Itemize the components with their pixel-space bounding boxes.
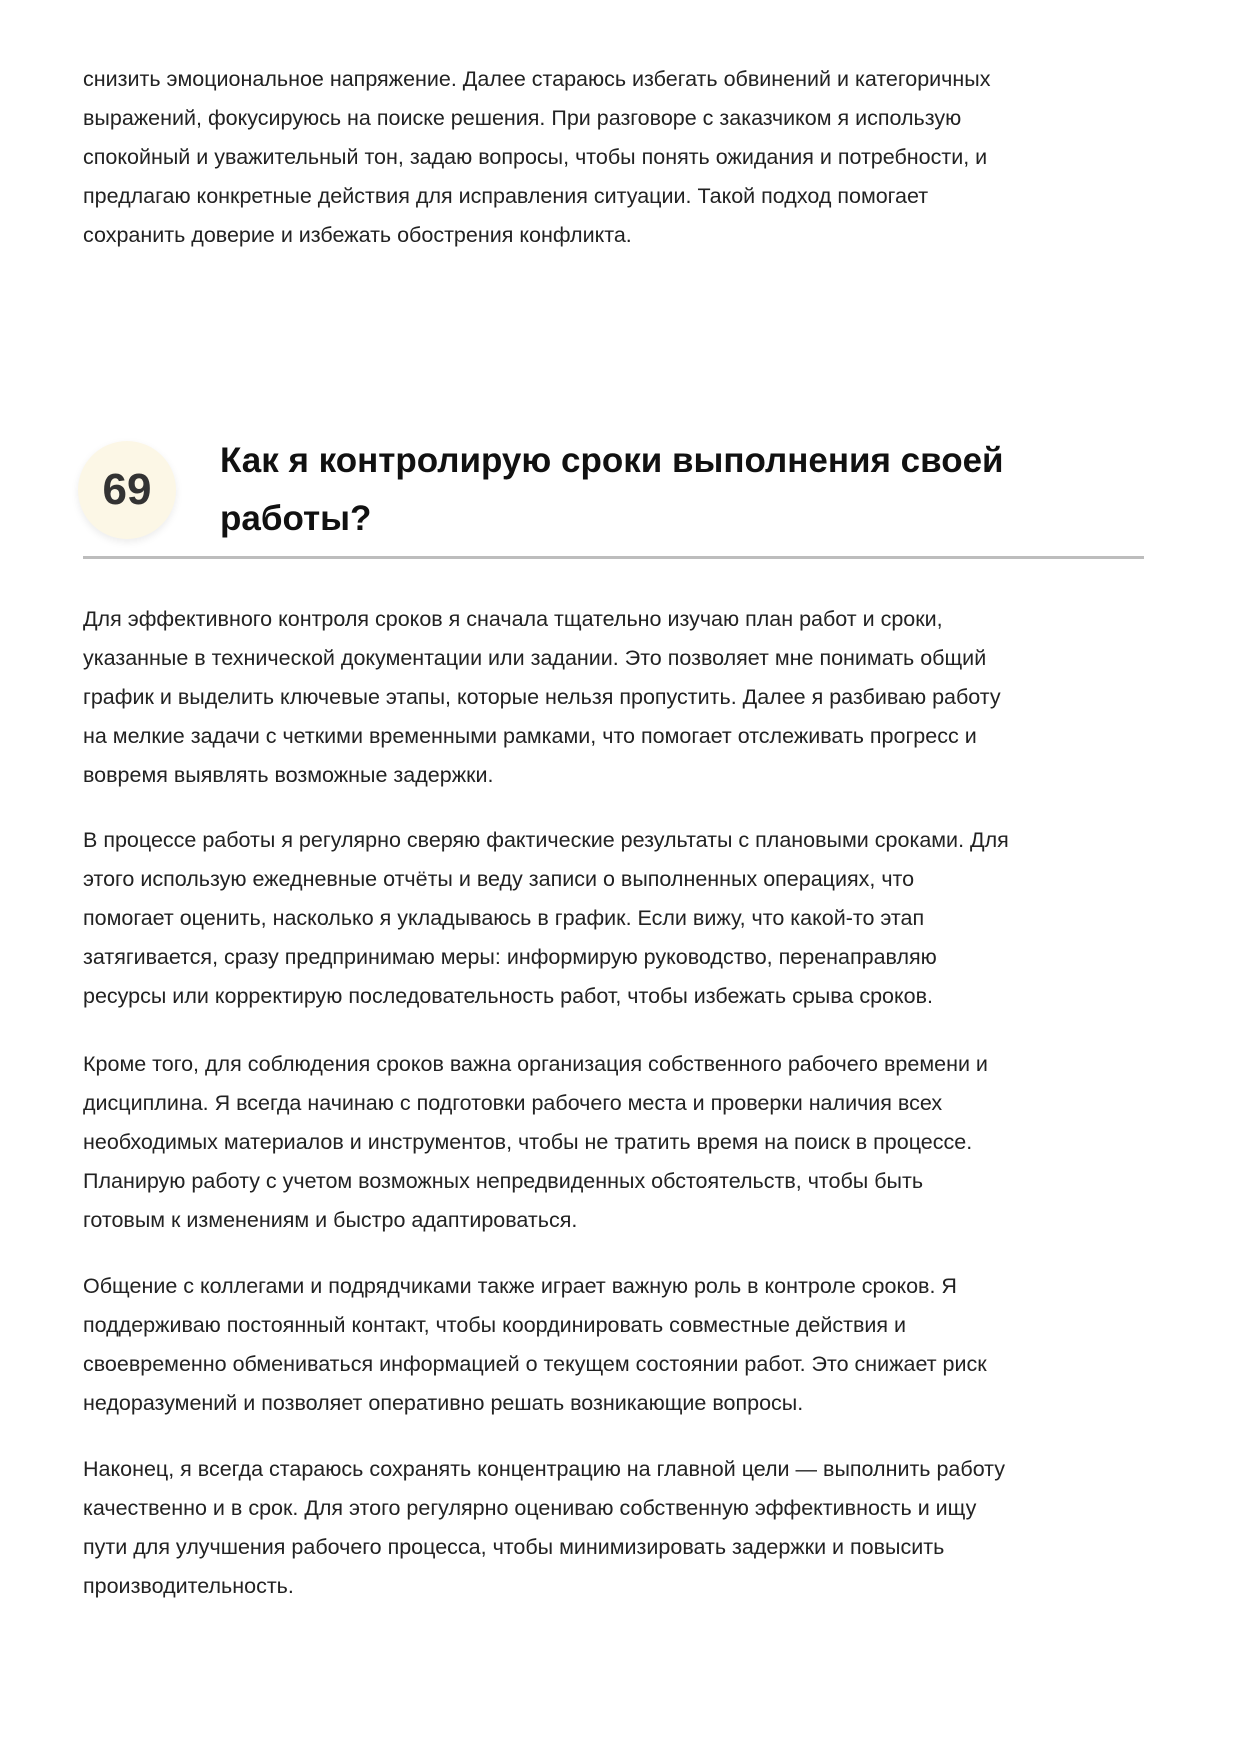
heading-line: работы? bbox=[220, 499, 372, 538]
text-line: поддерживаю постоянный контакт, чтобы координировать совместные действия и bbox=[83, 1313, 907, 1337]
text-line: помогает оценить, насколько я укладываюсь в график. Если вижу, что какой-то этап bbox=[83, 906, 925, 930]
text-line: недоразумений и позволяет оперативно решать возникающие вопросы. bbox=[83, 1391, 804, 1415]
text-line: пути для улучшения рабочего процесса, чтобы минимизировать задержки и повысить bbox=[83, 1535, 945, 1559]
text-line: Планирую работу с учетом возможных непредвиденных обстоятельств, чтобы быть bbox=[83, 1169, 924, 1193]
answer-paragraph bbox=[83, 821, 1163, 1016]
heading-line: Как я контролирую сроки выполнения своей bbox=[220, 441, 1004, 480]
text-line: выражений, фокусируюсь на поиске решения. При разговоре с заказчиком я использую bbox=[83, 106, 962, 130]
text-line: вовремя выявлять возможные задержки. bbox=[83, 763, 494, 787]
text-line: дисциплина. Я всегда начинаю с подготовки рабочего места и проверки наличия всех bbox=[83, 1091, 943, 1115]
intro-paragraph bbox=[83, 60, 1163, 255]
text-line: затягивается, сразу предпринимаю меры: информирую руководство, перенаправляю bbox=[83, 945, 937, 969]
text-line: Кроме того, для соблюдения сроков важна организация собственного рабочего времени и bbox=[83, 1052, 988, 1076]
text-line: снизить эмоциональное напряжение. Далее стараюсь избегать обвинений и категоричных bbox=[83, 67, 991, 91]
heading-divider bbox=[83, 556, 1144, 559]
text-line: ресурсы или корректирую последовательность работ, чтобы избежать срыва сроков. bbox=[83, 984, 934, 1008]
text-line: Наконец, я всегда стараюсь сохранять концентрацию на главной цели — выполнить работу bbox=[83, 1457, 1006, 1481]
section-heading bbox=[220, 432, 1140, 548]
answer-paragraph bbox=[83, 600, 1163, 795]
text-line: своевременно обмениваться информацией о текущем состоянии работ. Это снижает риск bbox=[83, 1352, 987, 1376]
question-number: 69 bbox=[102, 465, 152, 514]
text-line: сохранить доверие и избежать обострения конфликта. bbox=[83, 223, 632, 247]
text-line: этого использую ежедневные отчёты и веду записи о выполненных операциях, что bbox=[83, 867, 915, 891]
text-line: производительность. bbox=[83, 1574, 294, 1598]
text-line: спокойный и уважительный тон, задаю вопросы, чтобы понять ожидания и потребности, и bbox=[83, 145, 988, 169]
text-line: Для эффективного контроля сроков я сначала тщательно изучаю план работ и сроки, bbox=[83, 607, 943, 631]
text-line: график и выделить ключевые этапы, которые нельзя пропустить. Далее я разбиваю работу bbox=[83, 685, 1001, 709]
text-line: на мелкие задачи с четкими временными рамками, что помогает отслеживать прогресс и bbox=[83, 724, 977, 748]
question-number-badge bbox=[78, 441, 176, 539]
text-line: предлагаю конкретные действия для исправления ситуации. Такой подход помогает bbox=[83, 184, 929, 208]
text-line: необходимых материалов и инструментов, чтобы не тратить время на поиск в процессе. bbox=[83, 1130, 973, 1154]
text-line: Общение с коллегами и подрядчиками также играет важную роль в контроле сроков. Я bbox=[83, 1274, 957, 1298]
text-line: качественно и в срок. Для этого регулярно оцениваю собственную эффективность и ищу bbox=[83, 1496, 977, 1520]
answer-paragraph bbox=[83, 1450, 1163, 1606]
answer-paragraph bbox=[83, 1045, 1163, 1240]
answer-paragraph bbox=[83, 1267, 1163, 1423]
text-line: В процессе работы я регулярно сверяю фактические результаты с плановыми сроками. Для bbox=[83, 828, 1009, 852]
text-line: указанные в технической документации или задании. Это позволяет мне понимать общий bbox=[83, 646, 987, 670]
text-line: готовым к изменениям и быстро адаптироваться. bbox=[83, 1208, 578, 1232]
